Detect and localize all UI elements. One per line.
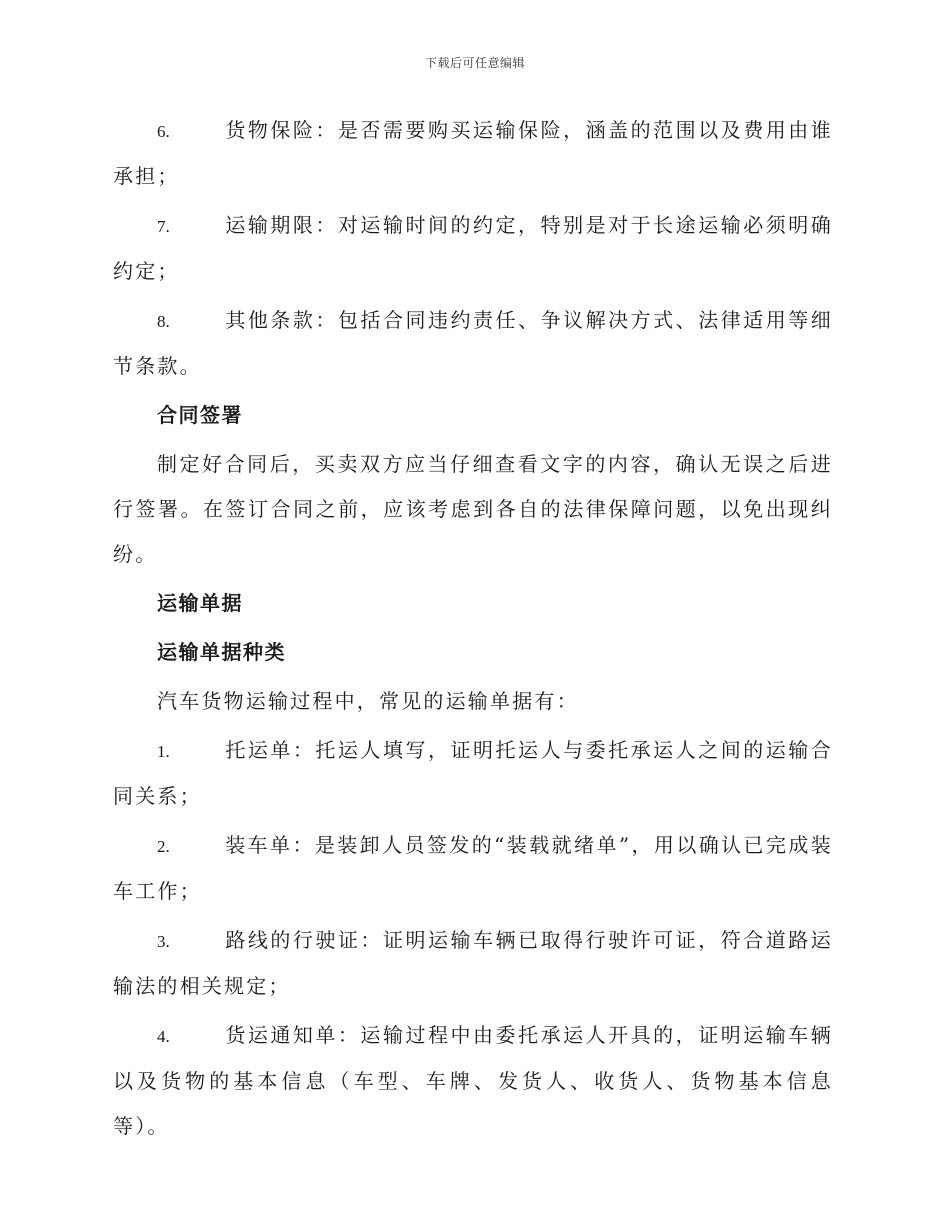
- item-text: 货物保险：是否需要购买运输保险，涵盖的范围以及费用由谁承担；: [113, 118, 833, 188]
- item-text: 货运通知单：运输过程中由委托承运人开具的，证明运输车辆以及货物的基本信息（车型、车牌、发货人、收货人、货物基本信息等）。: [113, 1023, 833, 1138]
- item-number: 3.: [157, 932, 170, 951]
- section-heading-documents: 运输单据: [157, 591, 243, 615]
- list-item: [113, 728, 833, 819]
- item-number: 1.: [157, 742, 170, 761]
- item-text: 路线的行驶证：证明运输车辆已取得行驶许可证，符合道路运输法的相关规定；: [113, 928, 833, 998]
- list-item: [113, 823, 833, 914]
- item-number: 2.: [157, 837, 170, 856]
- item-number: 7.: [157, 217, 170, 236]
- item-number: 8.: [157, 312, 170, 331]
- list-item: [113, 108, 833, 199]
- item-text: 运输期限：对运输时间的约定，特别是对于长途运输必须明确约定；: [113, 213, 833, 283]
- item-number: 4.: [157, 1027, 170, 1046]
- page-header: 下载后可任意编辑: [424, 56, 525, 70]
- section-heading-signing: 合同签署: [157, 403, 243, 427]
- list-item: [113, 1013, 833, 1149]
- item-text: 托运单：托运人填写，证明托运人与委托承运人之间的运输合同关系；: [113, 738, 833, 808]
- item-text: 装车单：是装卸人员签发的“装载就绪单”，用以确认已完成装车工作；: [113, 833, 833, 903]
- item-number: 6.: [157, 122, 170, 141]
- signing-paragraph: 制定好合同后，买卖双方应当仔细查看文字的内容，确认无误之后进行签署。在签订合同之前，应该考虑到各自的法律保障问题，以免出现纠纷。: [113, 452, 833, 566]
- list-item: [113, 918, 833, 1009]
- document-types-intro: 汽车货物运输过程中，常见的运输单据有：: [157, 689, 579, 713]
- list-item: [113, 298, 833, 389]
- item-text: 其他条款：包括合同违约责任、争议解决方式、法律适用等细节条款。: [113, 308, 833, 378]
- list-item: [113, 203, 833, 294]
- section-heading-document-types: 运输单据种类: [157, 640, 286, 664]
- document-body: [113, 108, 833, 1153]
